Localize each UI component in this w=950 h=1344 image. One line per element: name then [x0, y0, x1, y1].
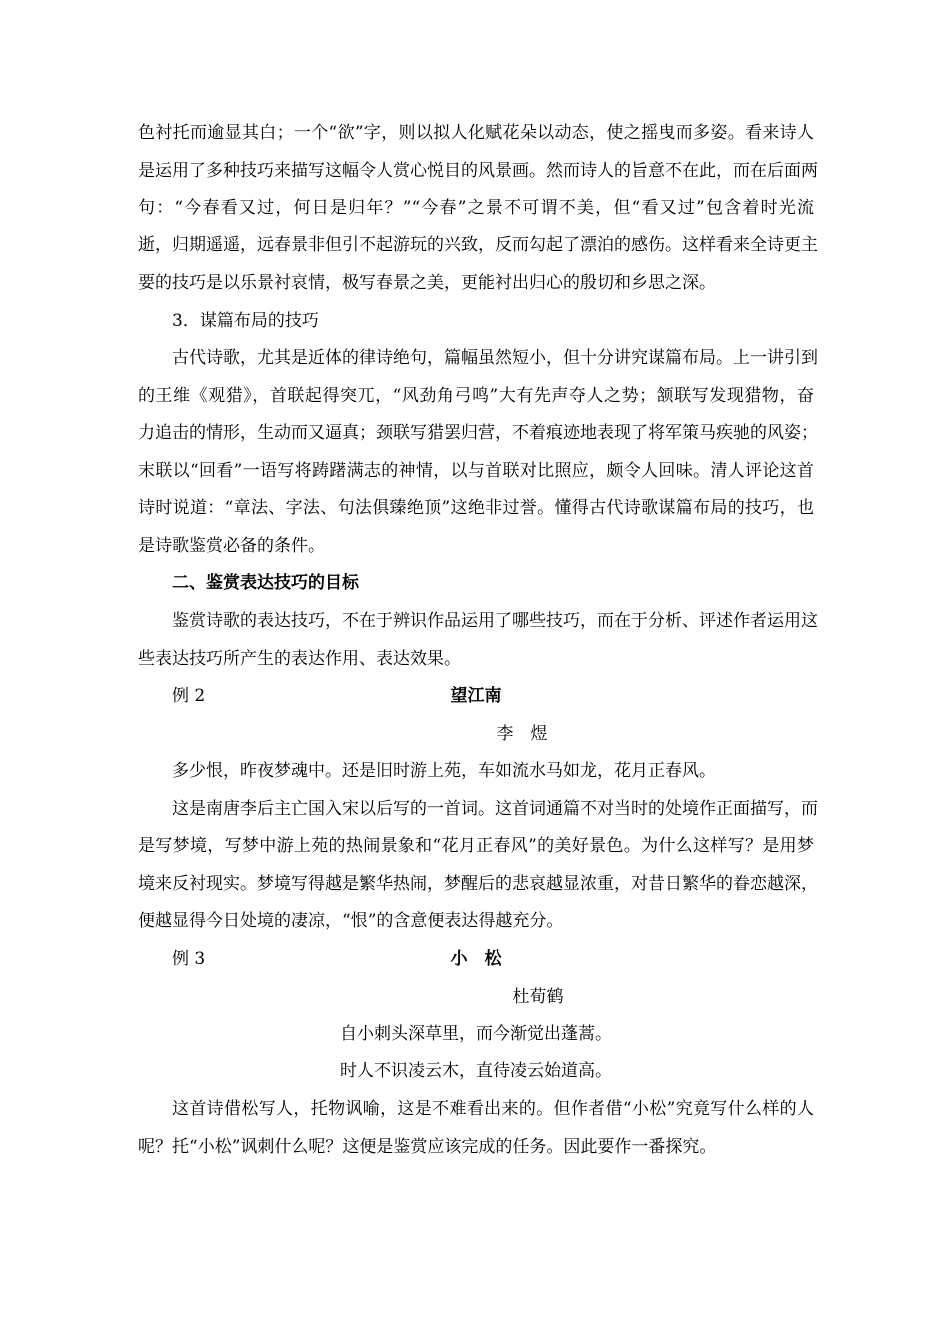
paragraph-line: 末联以“回看”一语写将踌躇满志的神情，以与首联对比照应，颇令人回味。清人评论这首 — [138, 461, 814, 481]
poem-line: 时人不识凌云木，直待凌云始道高。 — [340, 1061, 612, 1081]
paragraph-line: 呢？托“小松”讽刺什么呢？这便是鉴赏应该完成的任务。因此要作一番探究。 — [138, 1137, 717, 1157]
poem-author: 李 煜 — [496, 724, 548, 744]
paragraph-line: 句：“今春看又过，何日是归年？”“今春”之景不可谓不美，但“看又过”包含着时光流 — [138, 198, 814, 218]
paragraph-line: 古代诗歌，尤其是近体的律诗绝句，篇幅虽然短小，但十分讲究谋篇布局。上一讲引到 — [172, 348, 818, 368]
paragraph-line: 境来反衬现实。梦境写得越是繁华热闹，梦醒后的悲哀越显浓重，对昔日繁华的眷恋越深， — [138, 874, 818, 894]
paragraph-line: 是写梦境，写梦中游上苑的热闹景象和“花月正春风”的美好景色。为什么这样写？是用梦 — [138, 836, 814, 856]
paragraph-line: 这是南唐李后主亡国入宋以后写的一首词。这首词通篇不对当时的处境作正面描写，而 — [172, 799, 818, 819]
poem-title: 小 松 — [450, 949, 502, 969]
poem-line: 自小刺头深草里，而今渐觉出蓬蒿。 — [340, 1024, 612, 1044]
paragraph-line: 诗时说道：“章法、字法、句法俱臻绝顶”这绝非过誉。懂得古代诗歌谋篇布局的技巧，也 — [138, 498, 814, 518]
paragraph-line: 逝，归期遥遥，远春景非但引不起游玩的兴致，反而勾起了漂泊的感伤。这样看来全诗更主 — [138, 235, 818, 255]
example-label: 例 2 — [172, 686, 206, 706]
paragraph-line: 色衬托而逾显其白；一个“欲”字，则以拟人化赋花朵以动态，使之摇曳而多姿。看来诗人 — [138, 123, 814, 143]
paragraph-line: 便越显得今日处境的凄凉，“恨”的含意便表达得越充分。 — [138, 911, 564, 931]
poem-title: 望江南 — [450, 686, 502, 706]
poem-author: 杜荀鹤 — [512, 987, 564, 1007]
paragraph-line: 力追击的情形，生动而又逼真；颈联写猎罢归营，不着痕迹地表现了将军策马疾驰的风姿； — [138, 423, 818, 443]
section-heading: 二、鉴赏表达技巧的目标 — [172, 573, 359, 593]
subheading: 3．谋篇布局的技巧 — [172, 311, 319, 331]
example-label: 例 3 — [172, 949, 206, 969]
paragraph-line: 鉴赏诗歌的表达技巧，不在于辨识作品运用了哪些技巧，而在于分析、评述作者运用这 — [172, 611, 818, 631]
paragraph-line: 是运用了多种技巧来描写这幅令人赏心悦目的风景画。然而诗人的旨意不在此，而在后面两 — [138, 161, 818, 181]
paragraph-line: 要的技巧是以乐景衬哀情，极写春景之美，更能衬出归心的殷切和乡思之深。 — [138, 273, 716, 293]
paragraph-line: 的王维《观猎》，首联起得突兀，“风劲角弓鸣”大有先声夺人之势；颔联写发现猎物，奋 — [138, 386, 814, 406]
poem-text: 多少恨，昨夜梦魂中。还是旧时游上苑，车如流水马如龙，花月正春风。 — [172, 761, 716, 781]
paragraph-line: 这首诗借松写人，托物讽喻，这是不难看出来的。但作者借“小松”究竟写什么样的人 — [172, 1099, 814, 1119]
paragraph-line: 是诗歌鉴赏必备的条件。 — [138, 536, 325, 556]
paragraph-line: 些表达技巧所产生的表达作用、表达效果。 — [138, 649, 461, 669]
